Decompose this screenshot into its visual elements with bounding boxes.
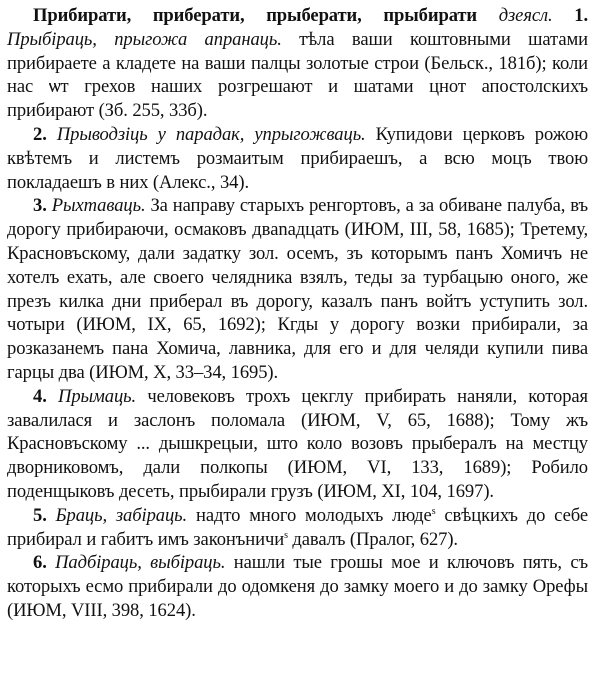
sense-definition: Рыхтаваць. [51,195,146,217]
sense-definition: Прыводзіць у парадак, упрыгожваць. [56,123,366,145]
sense-citation: Купидови церковъ рожою квѣтемъ и листемъ розмаитым прибираешъ, а всю моцъ твою покладаешъ в них (Алекс., 34). [7,123,588,193]
sense-citation: За направу старыхъ ренгортовъ, а за обиване палуба, въ дорогу прибираючи, осмаковъ двanaдцать (ИЮМ, III, 58, 1685); Третему, Красновъскому, дали задатку зол. осемъ, зъ которымъ панъ Хомичъ не хотелъ ехать, але своего челядника взялъ, теды за турбацыю оного, же презъ килка дни приберал въ дорогу, казалъ панъ войтъ уступить зол. чотыри (ИЮМ, IX, 65, 1692); Кгды у дорогу возки прибирали, за розказанемъ пана Хомича, лавника, для его и для челяди купили пива гарцы два (ИЮМ, X, 33–34, 1695). [7,195,588,383]
sense-number: 5. [33,504,47,526]
sense-citation: нашли тые грошы мое и ключовъ пять, съ которыхъ есмо прибирали до одомкеня до замку моего и до замку Орефы (ИЮМ, VIII, 398, 1624). [7,552,588,621]
sense-number: 4. [33,385,47,407]
entry-sense-3 [7,194,588,384]
entry-sense-2 [7,123,588,194]
superscript-mark: s [284,529,288,541]
sense-number: 3. [33,195,47,217]
entry-sense-6 [7,551,588,622]
sense-definition: Браць, забіраць. [55,504,188,526]
sense-citation: давалъ (Пралог, 627). [287,528,458,550]
sense-definition: Прыбіраць, прыгожа апранаць. [7,28,282,50]
sense-number: 1. [574,5,588,26]
entry-headword: Прибирати, приберати, прыберати, прыбирати [33,5,478,26]
sense-number: 6. [33,552,47,574]
sense-citation: надто много молодыхъ люде [187,504,432,526]
sense-citation: свѣцкихъ до себе прибирал и габитъ имъ законъничи [7,504,588,550]
entry-sense-5 [7,504,588,552]
sense-definition: Падбіраць, выбіраць. [55,552,226,574]
sense-number: 2. [33,123,47,145]
part-of-speech: дзеясл. [498,5,553,26]
sense-citation: тѣла ваши коштовными шатами прибираете а кладете на ваши палцы золотые строи (Бельск., 181б); коли нас ѡт грехов наших розгрешают и шатами цнот апостолскихъ прибирают (Зб. 255, 33б). [7,28,588,122]
sense-citation: человековъ трохъ цекглу прибирать наняли, которая завалилася и заслонъ поломала (ИЮМ, V, 65, 1688); Тому жъ Красновъскому ... дышкрецыи, што коло возовъ прыбералъ на местцу дворниковомъ, дали полкопы (ИЮМ, VI, 133, 1689); Робило поденщыковъ десеть, прыбирали грузъ (ИЮМ, XI, 104, 1697). [7,385,588,502]
sense-definition: Прымаць. [58,385,137,407]
entry-sense-1 [7,4,588,123]
superscript-mark: s [431,505,436,517]
entry-sense-4 [7,385,588,504]
